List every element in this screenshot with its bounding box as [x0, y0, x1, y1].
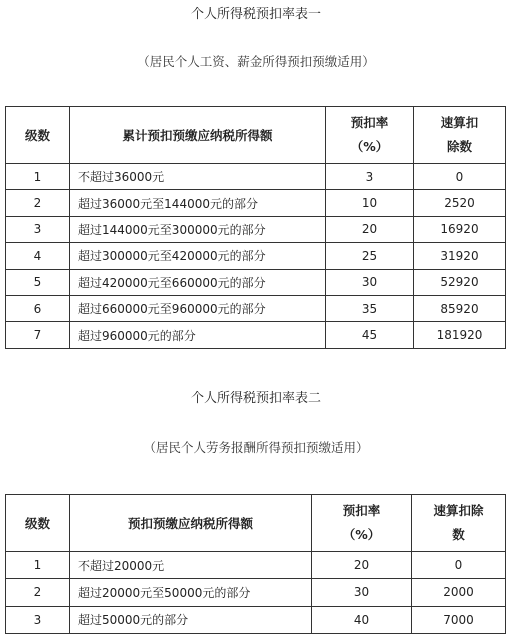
- cell-level: 5: [6, 269, 70, 295]
- table-row: [6, 552, 506, 579]
- cell-rate: 3: [326, 164, 414, 190]
- cell-level: 4: [6, 243, 70, 269]
- header-deduction-line2: 除数: [446, 139, 472, 154]
- cell-income: 超过36000元至144000元的部分: [70, 190, 326, 216]
- header-rate-unit: （%）: [350, 139, 389, 154]
- header-quick-deduction: [414, 107, 506, 164]
- cell-quick-deduction: 85920: [414, 295, 506, 321]
- cell-rate: 25: [326, 243, 414, 269]
- table-row: [6, 216, 506, 242]
- header-rate-unit: （%）: [342, 527, 381, 542]
- cell-quick-deduction: 16920: [414, 216, 506, 242]
- header-level: 级数: [6, 495, 70, 552]
- cell-level: 1: [6, 164, 70, 190]
- cell-quick-deduction: 2520: [414, 190, 506, 216]
- table-header-row: [6, 107, 506, 164]
- cell-quick-deduction: 52920: [414, 269, 506, 295]
- cell-level: 7: [6, 322, 70, 348]
- table-header-row: [6, 495, 506, 552]
- header-level: 级数: [6, 107, 70, 164]
- table-row: [6, 243, 506, 269]
- cell-income: 超过300000元至420000元的部分: [70, 243, 326, 269]
- cell-rate: 40: [312, 606, 412, 633]
- header-rate-label: 预扣率: [342, 503, 381, 518]
- header-deduction-line1: 速算扣: [440, 115, 479, 130]
- cell-income: 超过660000元至960000元的部分: [70, 295, 326, 321]
- cell-income: 超过20000元至50000元的部分: [70, 579, 312, 606]
- cell-rate: 35: [326, 295, 414, 321]
- header-quick-deduction: [412, 495, 506, 552]
- cell-rate: 20: [312, 552, 412, 579]
- cell-quick-deduction: 181920: [414, 322, 506, 348]
- cell-rate: 30: [326, 269, 414, 295]
- header-income: 累计预扣预缴应纳税所得额: [70, 107, 326, 164]
- table-row: [6, 322, 506, 348]
- cell-rate: 30: [312, 579, 412, 606]
- cell-quick-deduction: 7000: [412, 606, 506, 633]
- cell-level: 2: [6, 579, 70, 606]
- header-deduction-line1: 速算扣除: [433, 503, 484, 518]
- cell-income: 超过960000元的部分: [70, 322, 326, 348]
- table2-title: 个人所得税预扣率表二: [190, 391, 321, 406]
- cell-income: 超过420000元至660000元的部分: [70, 269, 326, 295]
- cell-level: 1: [6, 552, 70, 579]
- header-rate: [312, 495, 412, 552]
- header-income: 预扣预缴应纳税所得额: [70, 495, 312, 552]
- header-rate: [326, 107, 414, 164]
- table-row: [6, 269, 506, 295]
- cell-rate: 20: [326, 216, 414, 242]
- table-row: [6, 164, 506, 190]
- withholding-rate-table-2: [5, 494, 506, 634]
- cell-level: 3: [6, 606, 70, 633]
- cell-rate: 45: [326, 322, 414, 348]
- cell-income: 不超过20000元: [70, 552, 312, 579]
- table1-subtitle: （居民个人工资、薪金所得预扣预缴适用）: [137, 54, 375, 69]
- table2-subtitle: （居民个人劳务报酬所得预扣预缴适用）: [143, 440, 369, 455]
- cell-quick-deduction: 2000: [412, 579, 506, 606]
- cell-income: 超过50000元的部分: [70, 606, 312, 633]
- table1-title: 个人所得税预扣率表一: [190, 7, 321, 22]
- cell-quick-deduction: 0: [414, 164, 506, 190]
- header-deduction-line2: 数: [452, 527, 465, 542]
- table-row: [6, 579, 506, 606]
- cell-income: 不超过36000元: [70, 164, 326, 190]
- table-row: [6, 295, 506, 321]
- cell-quick-deduction: 0: [412, 552, 506, 579]
- header-rate-label: 预扣率: [350, 115, 389, 130]
- withholding-rate-table-1: [5, 106, 506, 349]
- table-row: [6, 606, 506, 633]
- table-row: [6, 190, 506, 216]
- cell-level: 6: [6, 295, 70, 321]
- cell-income: 超过144000元至300000元的部分: [70, 216, 326, 242]
- cell-quick-deduction: 31920: [414, 243, 506, 269]
- cell-rate: 10: [326, 190, 414, 216]
- cell-level: 3: [6, 216, 70, 242]
- cell-level: 2: [6, 190, 70, 216]
